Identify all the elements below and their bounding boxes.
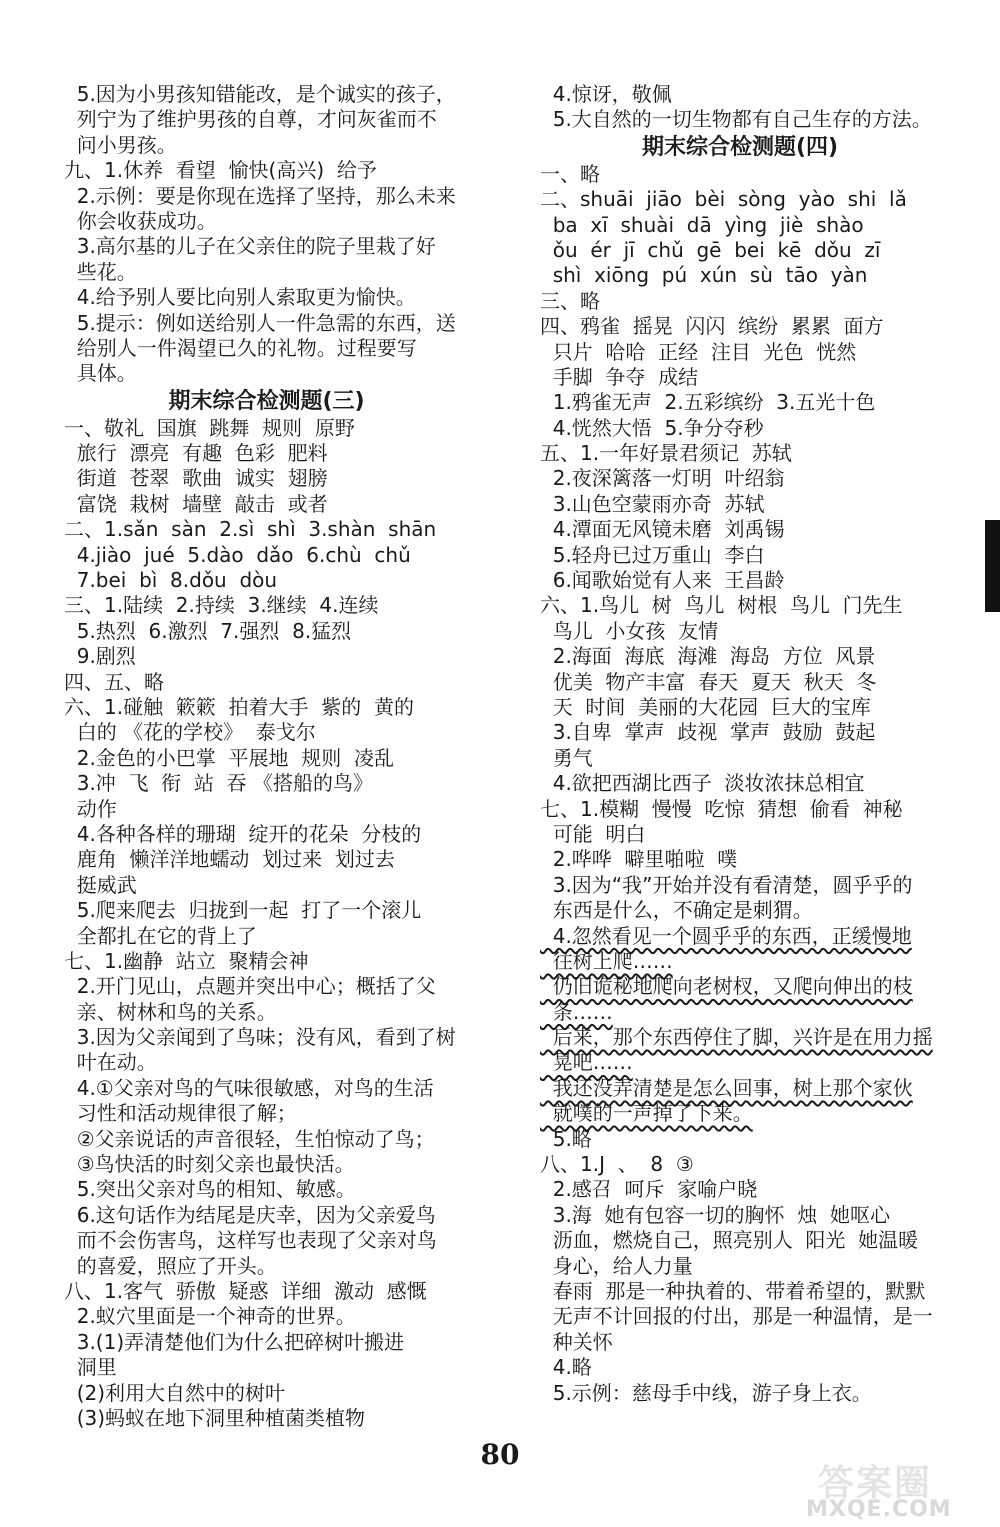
answer-line: 四、鸦雀 摇晃 闪闪 缤纷 累累 面方 — [540, 314, 884, 339]
answer-line: 4.欲把西湖比西子 淡妆浓抹总相宜 — [540, 771, 865, 796]
left-lines-block-2 — [64, 416, 469, 1432]
answer-line: 5.热烈 6.激烈 7.强烈 8.猛烈 — [64, 618, 352, 643]
answer-line: 一、略 — [540, 161, 600, 186]
answer-line: 六、1.鸟儿 树 鸟儿 树根 鸟儿 门先生 — [540, 593, 903, 618]
right-lines-block-3 — [540, 1127, 940, 1406]
answer-line: 亲、树林和鸟的关系。 — [64, 999, 277, 1024]
answer-line: 3.山色空蒙雨亦奇 苏轼 — [540, 491, 765, 516]
right-lines-block-2 — [540, 162, 940, 924]
answer-line: 6.这句话作为结尾是庆幸，因为父亲爱鸟 — [64, 1202, 436, 1227]
answer-line: 5.因为小男孩知错能改，是个诚实的孩子， — [64, 82, 456, 106]
answer-line: 沥血，燃烧自己，照亮别人 阳光 她温暖 — [540, 1228, 919, 1253]
answer-line: 3.海 她有包容一切的胸怀 烛 她呕心 — [540, 1202, 890, 1227]
answer-line: 三、略 — [540, 288, 600, 313]
answer-line: 3.自卑 掌声 歧视 掌声 鼓励 鼓起 — [540, 720, 876, 745]
answer-line: 无声不计回报的付出，那是一种温情，是一 — [540, 1304, 933, 1329]
answer-line-wavy: 4.忽然看见一个圆乎乎的东西，正缓慢地 — [540, 923, 912, 948]
answer-line: 2.示例：要是你现在选择了坚持，那么未来 — [64, 183, 456, 208]
answer-line: 全都扎在它的背上了 — [64, 923, 257, 948]
answer-line: 春雨 那是一种执着的、带着希望的，默默 — [540, 1278, 926, 1303]
answer-line: 二、1.sǎn sàn 2.sì shì 3.shàn shān — [64, 517, 437, 542]
answer-line: 二、shuāi jiāo bèi sòng yào shi lǎ — [540, 187, 907, 212]
answer-line: 2.蚁穴里面是一个神奇的世界。 — [64, 1304, 356, 1329]
answer-line: 3.因为“我”开始并没有看清楚，圆乎乎的 — [540, 872, 913, 897]
answer-line: 可能 明白 — [540, 821, 646, 846]
answer-line: 3.高尔基的儿子在父亲住的院子里栽了好 — [64, 234, 436, 259]
answer-line: 勇气 — [540, 745, 593, 770]
answer-line: (2)利用大自然中的树叶 — [64, 1380, 286, 1405]
answer-line: 你会收获成功。 — [64, 208, 217, 233]
answer-line: 只片 哈哈 正经 注目 光色 恍然 — [540, 339, 857, 364]
section-title: 期末综合检测题(三) — [168, 388, 365, 414]
answer-line: 2.感召 呵斥 家喻户晓 — [540, 1177, 758, 1202]
answer-line: 九、1.休养 看望 愉快(高兴) 给予 — [64, 158, 377, 183]
answer-line: 具体。 — [64, 361, 137, 386]
answer-line: 富饶 栽树 墙壁 敲击 或者 — [64, 491, 328, 516]
answer-line: shì xiōng pú xún sù tāo yàn — [540, 263, 868, 288]
answer-line: 动作 — [64, 796, 117, 821]
answer-line: 身心，给人力量 — [540, 1253, 693, 1278]
right-column — [540, 82, 940, 1406]
page-number: 80 — [480, 1438, 520, 1471]
left-lines-block-1 — [64, 82, 469, 387]
page-edge-tab — [985, 520, 1000, 612]
answer-line: 2.哗哗 噼里啪啦 噗 — [540, 847, 738, 872]
answer-line-wavy: 后来，那个东西停住了脚，兴许是在用力摇 — [540, 1025, 933, 1050]
answer-line: 3.冲 飞 衔 站 吞 《搭船的鸟》 — [64, 771, 374, 796]
answer-line: 6.闻歌始觉有人来 王昌龄 — [540, 568, 785, 593]
answer-line: 白的 《花的学校》 泰戈尔 — [64, 720, 316, 745]
answer-line: 叶在动。 — [64, 1050, 157, 1075]
answer-line: 2.夜深篱落一灯明 叶绍翁 — [540, 466, 785, 491]
answer-line: 4.略 — [540, 1355, 592, 1380]
right-lines-block-1 — [540, 82, 940, 133]
answer-line: 一、敬礼 国旗 跳舞 规则 原野 — [64, 415, 355, 440]
answer-line-wavy: 晃吧…… — [540, 1050, 633, 1075]
answer-line: 些花。 — [64, 259, 137, 284]
answer-line: 鹿角 懒洋洋地蠕动 划过来 划过去 — [64, 847, 395, 872]
answer-line: 列宁为了维护男孩的自尊，才问灰雀而不 — [64, 107, 437, 132]
answer-line: 六、1.碰触 簌簌 拍着大手 紫的 黄的 — [64, 694, 414, 719]
answer-line: ǒu ér jī chǔ gē bei kē dǒu zī — [540, 237, 881, 262]
answer-line: 给别人一件渴望已久的礼物。过程要写 — [64, 335, 417, 360]
answer-line: 五、1.一年好景君须记 苏轼 — [540, 441, 792, 466]
answer-line: 八、1.客气 骄傲 疑惑 详细 激动 感慨 — [64, 1278, 427, 1303]
wavy-underlined-answer — [540, 924, 940, 1127]
answer-line-wavy: 往树上爬…… — [540, 948, 673, 973]
answer-line: 鸟儿 小女孩 友情 — [540, 618, 719, 643]
answer-line: 而不会伤害鸟，这样写也表现了父亲对鸟 — [64, 1228, 437, 1253]
answer-line: 9.剧烈 — [64, 644, 136, 669]
section-title: 期末综合检测题(四) — [641, 134, 839, 160]
answer-line: 5.轻舟已过万重山 李白 — [540, 542, 765, 567]
answer-line: 4.潭面无风镜未磨 刘禹锡 — [540, 517, 785, 542]
answer-line: 7.bei bì 8.dǒu dòu — [64, 568, 278, 593]
answer-line: 4.各种各样的珊瑚 绽开的花朵 分枝的 — [64, 821, 422, 846]
answer-line: 四、五、略 — [64, 669, 164, 694]
answer-line: 4.给予别人要比向别人索取更为愉快。 — [64, 285, 416, 310]
answer-line: 七、1.模糊 慢慢 吃惊 猜想 偷看 神秘 — [540, 796, 903, 821]
answer-line: 2.金色的小巴掌 平展地 规则 凌乱 — [64, 745, 394, 770]
answer-line: 七、1.幽静 站立 聚精会神 — [64, 948, 309, 973]
answer-line: 5.示例：慈母手中线，游子身上衣。 — [540, 1380, 872, 1405]
answer-line: 5.大自然的一切生物都有自己生存的方法。 — [540, 107, 932, 132]
answer-line: 3.因为父亲闻到了鸟味；没有风，看到了树 — [64, 1025, 456, 1050]
answer-line: 旅行 漂亮 有趣 色彩 肥料 — [64, 441, 328, 466]
answer-line: 5.爬来爬去 归拢到一起 打了一个滚儿 — [64, 898, 422, 923]
left-column — [64, 82, 469, 1431]
answer-line: ②父亲说话的声音很轻，生怕惊动了鸟； — [64, 1126, 435, 1151]
answer-line: 4.恍然大悟 5.争分夺秒 — [540, 415, 764, 440]
answer-line-wavy: 就噗的一声掉了下来。 — [540, 1101, 753, 1126]
watermark-logo-text: 答案圈 — [818, 1463, 933, 1504]
answer-line: 手脚 争夺 成结 — [540, 364, 699, 389]
answer-line: 洞里 — [64, 1355, 117, 1380]
answer-line: 习性和活动规律很了解； — [64, 1101, 297, 1126]
watermark-text: MXQE.COM — [806, 1497, 952, 1522]
answer-line: ba xī shuài dā yìng jiè shào — [540, 212, 864, 237]
answer-line: 2.开门见山，点题并突出中心；概括了父 — [64, 974, 436, 999]
answer-line: 三、1.陆续 2.持续 3.继续 4.连续 — [64, 593, 379, 618]
answer-line: ③鸟快活的时刻父亲也最快活。 — [64, 1152, 355, 1177]
answer-line: 1.鸦雀无声 2.五彩缤纷 3.五光十色 — [540, 390, 876, 415]
answer-line: 4.惊讶，敬佩 — [540, 82, 672, 106]
answer-line: 八、1.J 、 8 ③ — [540, 1152, 694, 1177]
answer-line: 挺威武 — [64, 872, 137, 897]
answer-line: 东西是什么，不确定是刺猬。 — [540, 898, 813, 923]
answer-line: 2.海面 海底 海滩 海岛 方位 风景 — [540, 644, 876, 669]
answer-line-wavy: 仍旧诡秘地爬向老树杈，又爬向伸出的枝 — [540, 974, 913, 999]
answer-line: 优美 物产丰富 春天 夏天 秋天 冬 — [540, 669, 877, 694]
answer-line: (3)蚂蚁在地下洞里种植菌类植物 — [64, 1405, 366, 1430]
answer-line: 5.提示：例如送给别人一件急需的东西，送 — [64, 310, 456, 335]
answer-line: 种关怀 — [540, 1329, 613, 1354]
answer-line: 5.略 — [540, 1126, 592, 1151]
answer-line-wavy: 我还没弄清楚是怎么回事，树上那个家伙 — [540, 1075, 913, 1100]
answer-line: 天 时间 美丽的大花园 巨大的宝库 — [540, 694, 871, 719]
answer-line: 3.(1)弄清楚他们为什么把碎树叶搬进 — [64, 1329, 405, 1354]
answer-line: 4.jiào jué 5.dào dǎo 6.chù chǔ — [64, 542, 411, 567]
answer-line: 问小男孩。 — [64, 132, 177, 157]
answer-line: 的喜爱，照应了开头。 — [64, 1253, 277, 1278]
answer-line: 4.①父亲对鸟的气味很敏感，对鸟的生活 — [64, 1075, 434, 1100]
answer-line: 街道 苍翠 歌曲 诚实 翅膀 — [64, 466, 328, 491]
answer-line: 5.突出父亲对鸟的相知、敏感。 — [64, 1177, 356, 1202]
answer-line-wavy: 条…… — [540, 999, 613, 1024]
watermark-logo — [798, 1455, 994, 1523]
